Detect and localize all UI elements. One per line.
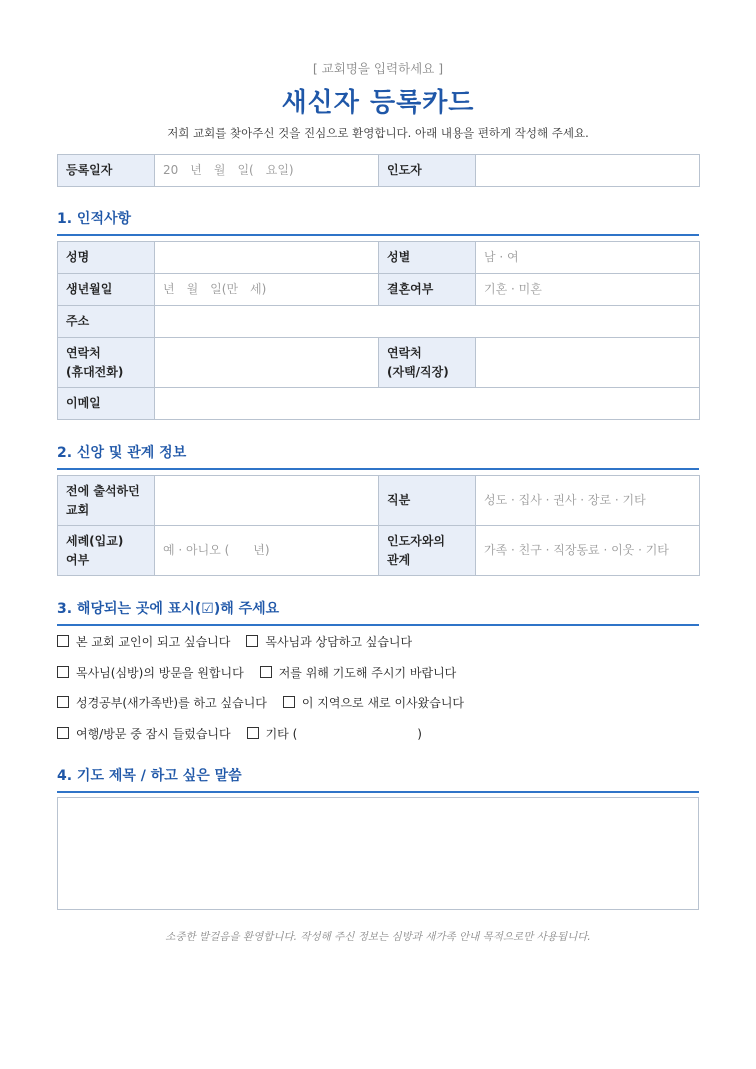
address-field[interactable] [155, 306, 700, 338]
checklist-item[interactable] [57, 693, 267, 713]
checklist-item-label: 본 교회 교인이 되고 싶습니다 [76, 635, 231, 649]
section-prayer-title: 4. 기도 제목 / 하고 싶은 말씀 [57, 765, 699, 793]
registration-date-label: 등록일자 [58, 155, 155, 187]
checklist-item[interactable] [246, 632, 412, 652]
checklist-item-label: 성경공부(새가족반)를 하고 싶습니다 [76, 696, 267, 710]
baptism-label-line2: 여부 [66, 552, 90, 567]
checklist-item-label: 목사님(심방)의 방문을 원합니다 [76, 665, 244, 680]
relation-label-line1: 인도자와의 [387, 533, 445, 548]
checkbox-icon[interactable] [283, 696, 295, 708]
checklist-item[interactable] [57, 663, 244, 683]
birth-label: 생년월일 [58, 274, 155, 306]
marital-field[interactable]: 기혼 · 미혼 [476, 274, 700, 306]
section-faith-info-title: 2. 신앙 및 관계 정보 [57, 442, 699, 470]
checklist-row [57, 632, 699, 663]
gender-field[interactable]: 남 · 여 [476, 242, 700, 274]
checkbox-icon[interactable] [247, 727, 259, 739]
registration-table [57, 154, 700, 187]
position-field[interactable]: 성도 · 집사 · 권사 · 장로 · 기타 [476, 476, 700, 526]
church-name-placeholder[interactable]: [ 교회명을 입력하세요 ] [312, 61, 444, 76]
checkbox-icon[interactable] [260, 666, 272, 678]
checkbox-icon[interactable] [57, 666, 69, 678]
previous-church-label [58, 476, 155, 526]
address-label: 주소 [58, 306, 155, 338]
page-subtitle: 저희 교회를 찾아주신 것을 진심으로 환영합니다. 아래 내용을 편하게 작성해 주세요. [167, 126, 589, 140]
checklist-row [57, 663, 699, 694]
checklist-item[interactable] [283, 693, 464, 713]
checklist-item-label: 목사님과 상담하고 싶습니다 [265, 635, 413, 649]
checkbox-icon[interactable] [57, 696, 69, 708]
name-label: 성명 [58, 242, 155, 274]
baptism-label [58, 526, 155, 576]
mobile-label-line2: (휴대전화) [66, 364, 124, 379]
email-label: 이메일 [58, 388, 155, 420]
page-title: 새신자 등록카드 [281, 88, 475, 118]
prayer-request-textarea[interactable] [57, 797, 699, 910]
checklist-row [57, 693, 699, 724]
checkbox-icon[interactable] [57, 635, 69, 647]
checklist-item[interactable] [57, 724, 231, 744]
marital-label: 결혼여부 [379, 274, 476, 306]
checkbox-icon[interactable] [246, 635, 258, 647]
name-field[interactable] [155, 242, 379, 274]
home-phone-field[interactable] [476, 338, 700, 388]
checklist-item[interactable] [260, 663, 457, 683]
footer-note: 소중한 발걸음을 환영합니다. 작성해 주신 정보는 심방과 새가족 안내 목적으로만 사용됩니다. [165, 931, 591, 943]
mobile-label [58, 338, 155, 388]
relation-label-line2: 관계 [387, 552, 411, 567]
faith-info-table [57, 475, 700, 576]
home-phone-label-line1: 연락처 [387, 345, 422, 360]
mobile-field[interactable] [155, 338, 379, 388]
checklist [57, 632, 699, 754]
gender-label: 성별 [379, 242, 476, 274]
checklist-item-label: 이 지역으로 새로 이사왔습니다 [301, 696, 465, 710]
checklist-item-label: 기타 ( ) [265, 726, 422, 741]
guide-field[interactable] [476, 155, 700, 187]
section-personal-info-title: 1. 인적사항 [57, 208, 699, 236]
baptism-field[interactable]: 예 · 아니오 ( 년) [155, 526, 379, 576]
checklist-item-label: 여행/방문 중 잠시 들렀습니다 [76, 726, 231, 741]
home-phone-label-line2: (자택/직장) [387, 364, 449, 379]
baptism-label-line1: 세례(입교) [66, 533, 124, 548]
position-label: 직분 [379, 476, 476, 526]
checklist-item-label: 저를 위해 기도해 주시기 바랍니다 [278, 665, 457, 680]
previous-church-label-line1: 전에 출석하던 [66, 483, 140, 498]
checklist-row [57, 724, 699, 755]
guide-label: 인도자 [379, 155, 476, 187]
previous-church-label-line2: 교회 [66, 502, 90, 517]
personal-info-table [57, 241, 700, 420]
checklist-item[interactable] [247, 724, 422, 744]
email-field[interactable] [155, 388, 700, 420]
mobile-label-line1: 연락처 [66, 345, 101, 360]
relation-label [379, 526, 476, 576]
relation-field[interactable]: 가족 · 친구 · 직장동료 · 이웃 · 기타 [476, 526, 700, 576]
checkbox-icon[interactable] [57, 727, 69, 739]
registration-date-field[interactable]: 20 년 월 일( 요일) [155, 155, 379, 187]
home-phone-label [379, 338, 476, 388]
section-checklist-title: 3. 해당되는 곳에 표시(☑)해 주세요 [57, 598, 699, 626]
previous-church-field[interactable] [155, 476, 379, 526]
checklist-item[interactable] [57, 632, 230, 652]
birth-field[interactable]: 년 월 일(만 세) [155, 274, 379, 306]
